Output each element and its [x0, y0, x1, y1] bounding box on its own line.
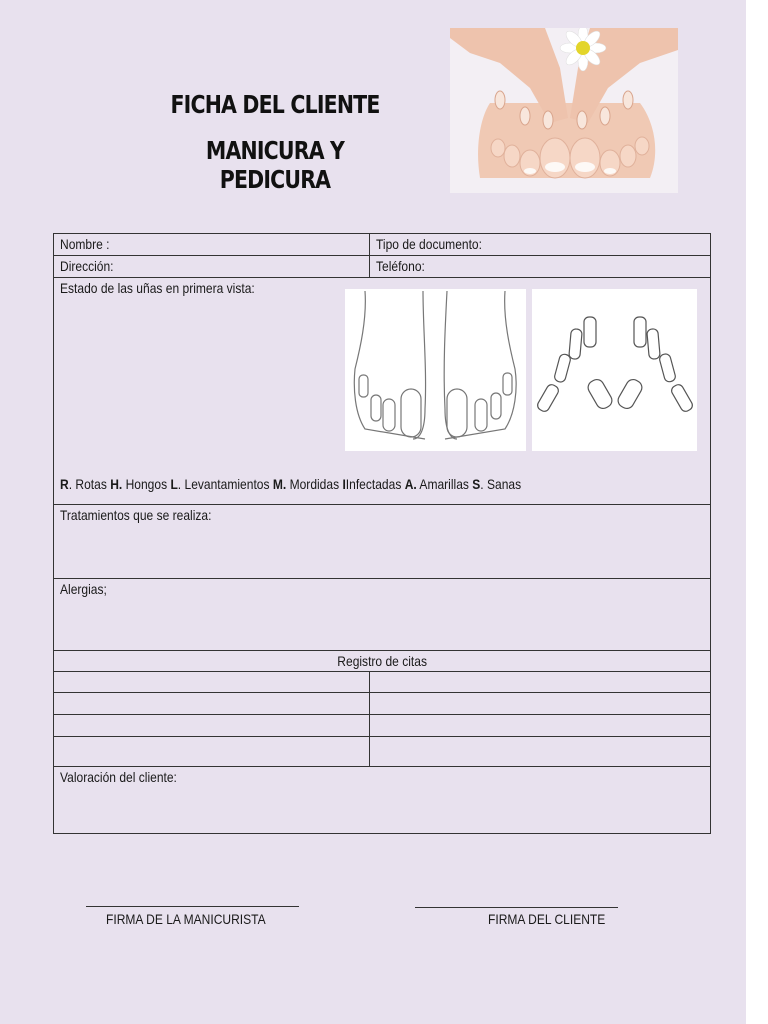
phone-label: Teléfono:: [376, 258, 426, 274]
allergies-field[interactable]: [54, 579, 711, 651]
nails-outline-diagram: [532, 289, 697, 451]
appointments-header: [54, 651, 711, 672]
legend-code-levantamientos: L: [170, 476, 178, 492]
document-type-label: Tipo de documento:: [376, 236, 483, 252]
legend-text-sanas: . Sanas: [480, 476, 522, 492]
legend-text-hongos: Hongos: [122, 476, 171, 492]
appointment-cell[interactable]: [54, 737, 370, 767]
legend-text-amarillas: Amarillas: [416, 476, 473, 492]
legend-code-hongos: H.: [110, 476, 123, 492]
appointment-cell[interactable]: [370, 737, 711, 767]
hands-and-feet-photo: [450, 28, 678, 193]
nail-condition-legend: [60, 474, 521, 494]
client-rating-field[interactable]: [54, 767, 711, 834]
legend-code-sanas: S: [472, 476, 481, 492]
appointment-cell[interactable]: [370, 693, 711, 715]
address-field[interactable]: [54, 256, 370, 278]
treatments-field[interactable]: [54, 505, 711, 579]
client-signature-line[interactable]: [415, 907, 618, 908]
appointment-cell[interactable]: [54, 715, 370, 737]
appointments-label: Registro de citas: [337, 653, 427, 669]
appointment-cell[interactable]: [54, 693, 370, 715]
client-rating-label: Valoración del cliente:: [60, 769, 177, 785]
feet-outline-diagram: [345, 289, 526, 451]
appointment-cell[interactable]: [370, 672, 711, 693]
name-field[interactable]: [54, 234, 370, 256]
legend-text-rotas: . Rotas: [68, 476, 111, 492]
nail-state-section: [54, 278, 711, 505]
legend-text-mordidas: Mordidas: [286, 476, 343, 492]
legend-code-rotas: R: [60, 476, 69, 492]
document-title-line1: FICHA DEL CLIENTE: [170, 90, 380, 119]
phone-field[interactable]: [370, 256, 711, 278]
client-signature-label: FIRMA DEL CLIENTE: [488, 911, 606, 927]
document-type-field[interactable]: [370, 234, 711, 256]
legend-code-infectadas: I: [342, 476, 346, 492]
legend-text-infectadas: Infectadas: [345, 476, 405, 492]
document-title-line2: MANICURA Y PEDICURA: [205, 136, 345, 194]
name-label: Nombre :: [60, 236, 110, 252]
client-form-table: [53, 233, 711, 834]
address-label: Dirección:: [60, 258, 114, 274]
appointment-cell[interactable]: [370, 715, 711, 737]
treatments-label: Tratamientos que se realiza:: [60, 507, 212, 523]
allergies-label: Alergias;: [60, 581, 107, 597]
appointment-cell[interactable]: [54, 672, 370, 693]
manicurist-signature-line[interactable]: [86, 906, 299, 907]
legend-text-levantamientos: . Levantamientos: [177, 476, 273, 492]
manicurist-signature-label: FIRMA DE LA MANICURISTA: [106, 911, 266, 927]
nail-state-label: Estado de las uñas en primera vista:: [60, 280, 255, 296]
legend-code-mordidas: M.: [272, 476, 287, 492]
legend-code-amarillas: A.: [404, 476, 417, 492]
page-margin: [746, 0, 768, 1024]
